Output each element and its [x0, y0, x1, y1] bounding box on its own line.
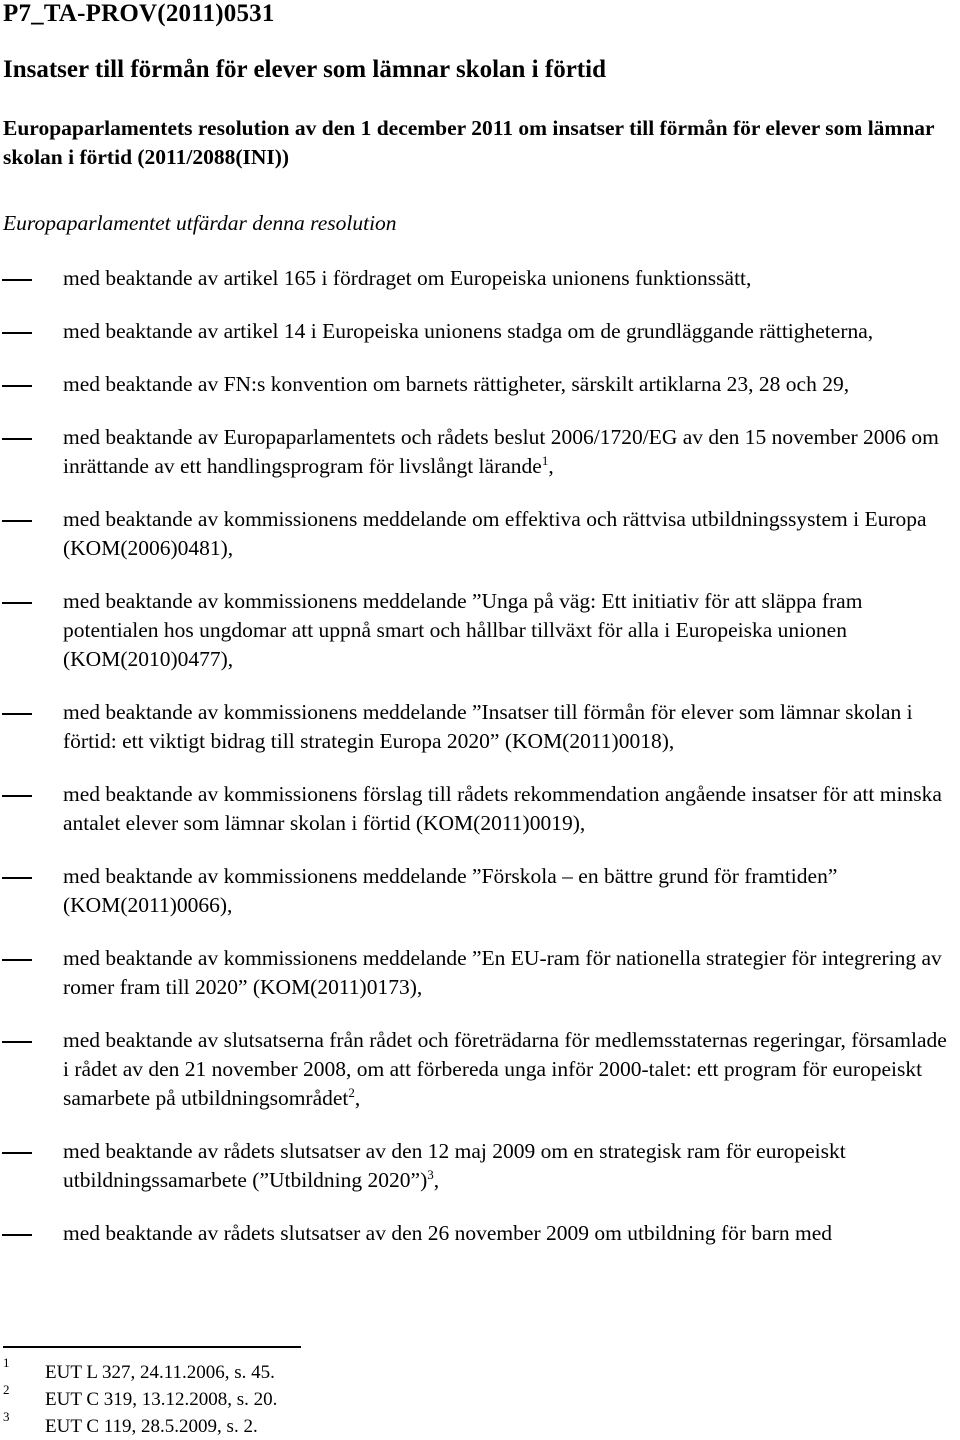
citation-text: med beaktande av artikel 14 i Europeiska unionens stadga om de grundläggande rättigheterna, — [63, 319, 874, 343]
dash-marker — [2, 877, 32, 879]
dash-marker — [2, 713, 32, 715]
dash-marker — [2, 520, 32, 522]
document-id: P7_TA-PROV(2011)0531 — [3, 0, 275, 27]
citation-text: med beaktande av rådets slutsatser av den 26 november 2009 om utbildning för barn med — [63, 1221, 833, 1245]
citation-item — [0, 1026, 960, 1113]
citation-text: med beaktande av kommissionens meddelande om effektiva och rättvisa utbildningssystem i Europa (KOM(2006)0481), — [63, 507, 927, 560]
footnote-number: 2 — [3, 1382, 10, 1397]
citation-text: med beaktande av kommissionens meddelande ”Unga på väg: Ett initiativ för att släppa fram potentialen hos ungdomar att uppnå smart och hållbar tillväxt för alla i Europeiska unionen (KOM(2010)0477), — [63, 589, 863, 671]
footnote-text: EUT L 327, 24.11.2006, s. 45. — [45, 1362, 275, 1383]
dash-marker — [2, 1041, 32, 1043]
citation-item — [0, 264, 960, 293]
citation-text: med beaktande av kommissionens meddelande ”Insatser till förmån för elever som lämnar skolan i förtid: ett viktigt bidrag till strategin Europa 2020” (KOM(2011)0018), — [63, 700, 913, 753]
dash-marker — [2, 1152, 32, 1154]
footnote-number: 3 — [3, 1409, 10, 1424]
citation-text: med beaktande av kommissionens förslag till rådets rekommendation angående insatser för att minska antalet elever som lämnar skolan i förtid (KOM(2011)0019), — [63, 782, 942, 835]
citation-text: med beaktande av Europaparlamentets och rådets beslut 2006/1720/EG av den 15 november 2006 om inrättande av ett handlingsprogram för livslångt lärande$^1$, — [63, 425, 939, 478]
citation-text: med beaktande av rådets slutsatser av den 12 maj 2009 om en strategisk ram för europeiskt utbildningssamarbete (”Utbildning 2020”)$^3$, — [63, 1139, 846, 1192]
dash-marker — [2, 795, 32, 797]
resolution-intro: Europaparlamentet utfärdar denna resolution — [3, 211, 397, 235]
citation-text: med beaktande av artikel 165 i fördraget om Europeiska unionens funktionssätt, — [63, 266, 752, 290]
dash-marker — [2, 438, 32, 440]
citation-item — [0, 1137, 960, 1195]
footnote-text: EUT C 319, 13.12.2008, s. 20. — [45, 1389, 278, 1410]
citation-item — [0, 370, 960, 399]
citation-list — [0, 264, 960, 1272]
citation-item — [0, 505, 960, 563]
dash-marker — [2, 385, 32, 387]
citation-text: med beaktande av slutsatserna från rådet och företrädarna för medlemsstaternas regeringar, församlade i rådet av den 21 november 2008, om att förbereda unga inför 2000-talet: ett program för europeiskt samarbete på utbildningsområdet$^2$, — [63, 1028, 947, 1110]
citation-item — [0, 698, 960, 756]
document-title: Insatser till förmån för elever som lämnar skolan i förtid — [3, 56, 606, 83]
dash-marker — [2, 602, 32, 604]
citation-text: med beaktande av kommissionens meddelande ”En EU-ram för nationella strategier för integrering av romer fram till 2020” (KOM(2011)0173), — [63, 946, 942, 999]
dash-marker — [2, 959, 32, 961]
footnote-number: 1 — [3, 1355, 10, 1370]
dash-marker — [2, 332, 32, 334]
citation-item — [0, 423, 960, 481]
footnote-ref[interactable]: 1 — [541, 452, 549, 468]
dash-marker — [2, 1234, 32, 1236]
footnote-ref[interactable]: 3 — [427, 1166, 434, 1182]
citation-item — [0, 862, 960, 920]
citation-item — [0, 1219, 960, 1248]
citation-item — [0, 587, 960, 674]
footnote-ref[interactable]: 2 — [348, 1084, 355, 1100]
resolution-subtitle: Europaparlamentets resolution av den 1 december 2011 om insatser till förmån för elever som lämnar skolan i förtid (2011/2088(INI)) — [3, 116, 935, 169]
citation-item — [0, 944, 960, 1002]
footnote-separator — [3, 1346, 301, 1348]
footnote-text: EUT C 119, 28.5.2009, s. 2. — [45, 1416, 258, 1437]
citation-item — [0, 317, 960, 346]
citation-text: med beaktande av FN:s konvention om barnets rättigheter, särskilt artiklarna 23, 28 och 29, — [63, 372, 850, 396]
dash-marker — [2, 279, 32, 281]
citation-item — [0, 780, 960, 838]
citation-text: med beaktande av kommissionens meddelande ”Förskola – en bättre grund för framtiden” (KOM(2011)0066), — [63, 864, 838, 917]
